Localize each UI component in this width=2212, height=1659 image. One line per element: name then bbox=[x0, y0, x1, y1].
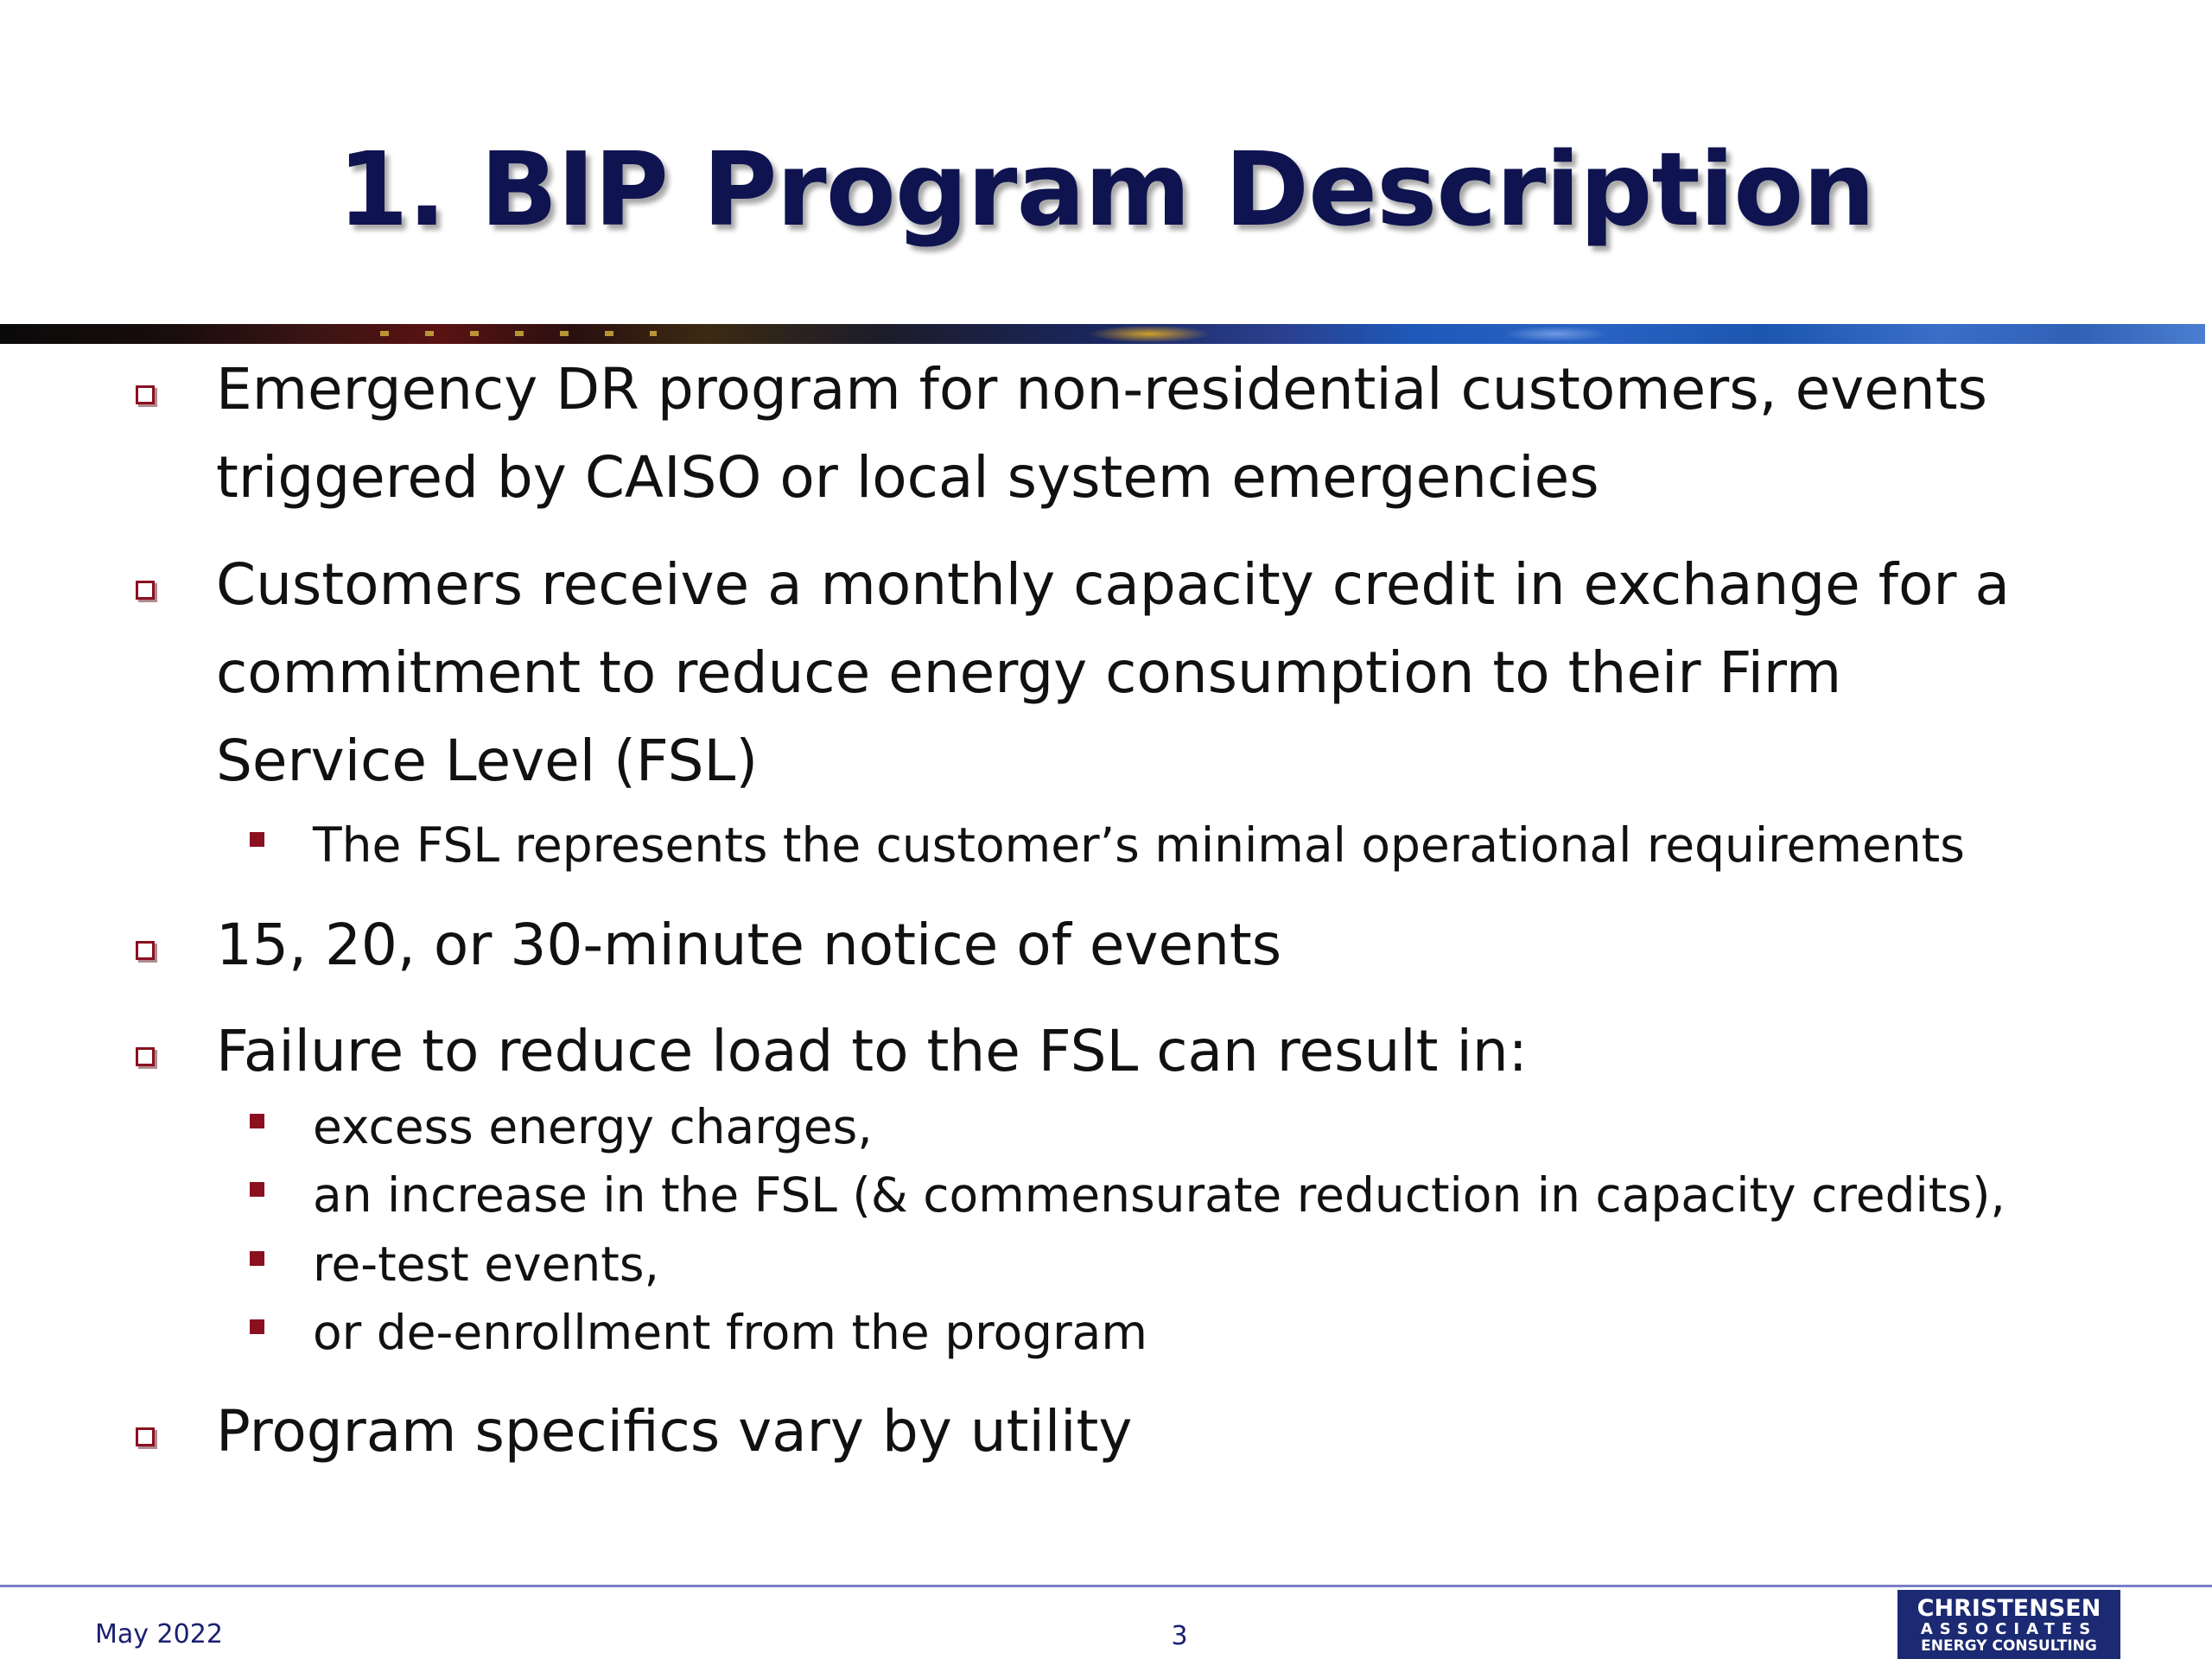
hollow-square-bullet-icon bbox=[136, 941, 155, 960]
bullet-2-line-1: Customers receive a monthly capacity credit in exchange for a bbox=[216, 551, 2010, 618]
bullet-5-text bbox=[216, 1388, 2100, 1476]
bullet-2-line-2: commitment to reduce energy consumption to their Firm bbox=[216, 639, 1842, 706]
bullet-5-line-1: Program specifics vary by utility bbox=[216, 1398, 1133, 1465]
page-number: 3 bbox=[1171, 1621, 1188, 1651]
hollow-square-bullet-icon bbox=[136, 1047, 155, 1066]
bullet-4-sub-1: excess energy charges, bbox=[313, 1099, 873, 1154]
bullet-2-text bbox=[216, 541, 2100, 805]
christensen-associates-logo bbox=[1897, 1590, 2120, 1659]
title-divider-decoration bbox=[380, 331, 657, 336]
footer-date: May 2022 bbox=[95, 1619, 223, 1649]
filled-square-bullet-icon bbox=[250, 832, 264, 847]
footer-divider bbox=[0, 1585, 2212, 1587]
hollow-square-bullet-icon bbox=[136, 581, 155, 600]
bullet-3-line-1: 15, 20, or 30-minute notice of events bbox=[216, 912, 1282, 978]
filled-square-bullet-icon bbox=[250, 1251, 264, 1266]
hollow-square-bullet-icon bbox=[136, 1427, 155, 1446]
bullet-4-sub-4: or de-enrollment from the program bbox=[313, 1305, 1147, 1360]
bullet-4-sub-3: re-test events, bbox=[313, 1236, 659, 1292]
bullet-1-line-2: triggered by CAISO or local system emergencies bbox=[216, 444, 1599, 511]
bullet-4-sub-2: an increase in the FSL (& commensurate reduction in capacity credits), bbox=[313, 1167, 2005, 1223]
bullet-4-line-1: Failure to reduce load to the FSL can result in: bbox=[216, 1018, 1528, 1084]
bullet-2-line-3: Service Level (FSL) bbox=[216, 728, 759, 794]
bullet-1-text bbox=[216, 346, 2100, 522]
logo-line-3: ENERGY CONSULTING bbox=[1921, 1637, 2097, 1655]
logo-line-1: CHRISTENSEN bbox=[1916, 1595, 2101, 1622]
filled-square-bullet-icon bbox=[250, 1182, 264, 1197]
bullet-1-line-1: Emergency DR program for non-residential customers, events bbox=[216, 356, 1987, 423]
bullet-3-text bbox=[216, 901, 2100, 989]
slide-title: 1. BIP Program Description bbox=[337, 130, 1875, 249]
bullet-2-sub-1: The FSL represents the customer’s minimal operational requirements bbox=[313, 817, 1965, 873]
logo-line-2: ASSOCIATES bbox=[1920, 1620, 2098, 1638]
filled-square-bullet-icon bbox=[250, 1114, 264, 1128]
filled-square-bullet-icon bbox=[250, 1319, 264, 1334]
hollow-square-bullet-icon bbox=[136, 385, 155, 404]
title-divider-band bbox=[0, 324, 2205, 344]
bullet-4-text bbox=[216, 1007, 2100, 1096]
